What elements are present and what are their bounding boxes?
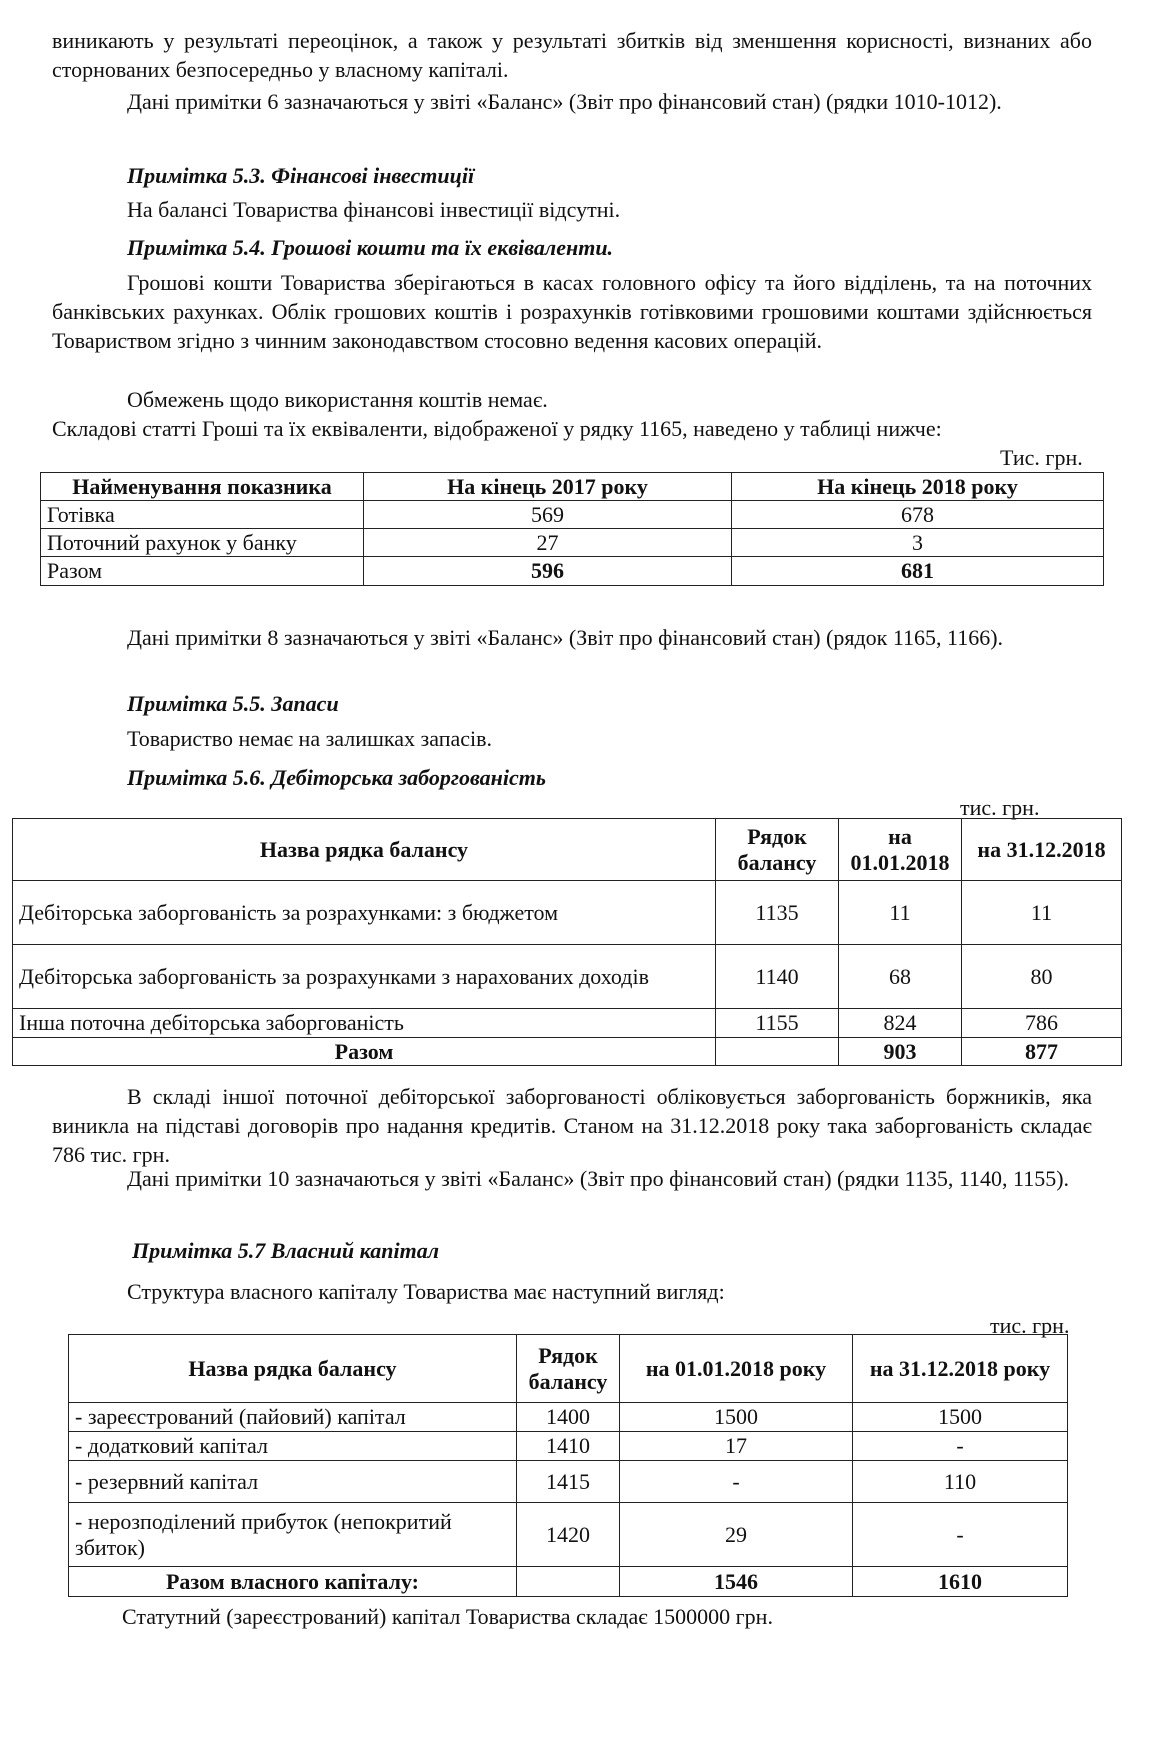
cash-total-2017: 596 [364, 557, 732, 586]
paragraph-note8: Дані примітки 8 зазначаються у звіті «Баланс» (Звіт про фінансовий стан) (рядок 1165, 1166). [127, 625, 1004, 650]
cash-row-value-2017: 569 [364, 501, 732, 529]
equity-total-label: Разом власного капіталу: [69, 1567, 517, 1597]
table-cash-unit: Тис. грн. [1000, 445, 1083, 470]
equity-row-label: - додатковий капітал [69, 1432, 517, 1461]
paragraph-note10: Дані примітки 10 зазначаються у звіті «Баланс» (Звіт про фінансовий стан) (рядки 1135, 1140, 1155). [127, 1166, 1070, 1191]
equity-row-end: 110 [853, 1461, 1068, 1503]
cash-table-header: На кінець 2018 року [732, 473, 1104, 501]
receivables-row-code: 1140 [716, 945, 839, 1009]
equity-row-start: 29 [620, 1503, 853, 1567]
table-row [13, 945, 1122, 1009]
table-row [41, 557, 1104, 586]
equity-row-label: - нерозподілений прибуток (непокритий збиток) [69, 1503, 517, 1567]
heading-note-5-3: Примітка 5.3. Фінансові інвестиції [127, 163, 475, 188]
cash-table [40, 472, 1104, 586]
table-row [69, 1432, 1068, 1461]
receivables-total-end: 877 [962, 1038, 1122, 1066]
table-row [69, 1503, 1068, 1567]
equity-table-header: Рядок балансу [517, 1335, 620, 1403]
receivables-row-code: 1135 [716, 881, 839, 945]
table-row [13, 1009, 1122, 1038]
receivables-row-end: 11 [962, 881, 1122, 945]
receivables-row-start: 11 [839, 881, 962, 945]
cash-row-label: Готівка [41, 501, 364, 529]
receivables-row-end: 80 [962, 945, 1122, 1009]
equity-row-end: - [853, 1503, 1068, 1567]
receivables-row-label: Дебіторська заборгованість за розрахунками: з бюджетом [13, 881, 716, 945]
equity-row-end: 1500 [853, 1403, 1068, 1432]
equity-row-label: - резервний капітал [69, 1461, 517, 1503]
equity-total-code [517, 1567, 620, 1597]
table-receivables-unit: тис. грн. [960, 795, 1040, 820]
receivables-table-header: Назва рядка балансу [13, 819, 716, 881]
paragraph-note6: Дані примітки 6 зазначаються у звіті «Баланс» (Звіт про фінансовий стан) (рядки 1010-1012). [127, 89, 1002, 114]
receivables-table-header: на 31.12.2018 [962, 819, 1122, 881]
equity-row-start: 17 [620, 1432, 853, 1461]
equity-row-code: 1400 [517, 1403, 620, 1432]
receivables-total-code [716, 1038, 839, 1066]
cash-row-label: Поточний рахунок у банку [41, 529, 364, 557]
cash-row-value-2018: 3 [732, 529, 1104, 557]
paragraph-financial-investments: На балансі Товариства фінансові інвестиції відсутні. [127, 197, 621, 222]
equity-row-end: - [853, 1432, 1068, 1461]
table-row [69, 1403, 1068, 1432]
cash-row-value-2018: 678 [732, 501, 1104, 529]
equity-total-end: 1610 [853, 1567, 1068, 1597]
equity-row-label: - зареєстрований (пайовий) капітал [69, 1403, 517, 1432]
receivables-row-end: 786 [962, 1009, 1122, 1038]
equity-total-start: 1546 [620, 1567, 853, 1597]
receivables-row-start: 68 [839, 945, 962, 1009]
equity-row-start: 1500 [620, 1403, 853, 1432]
table-row [13, 1038, 1122, 1066]
receivables-row-label: Дебіторська заборгованість за розрахунками з нарахованих доходів [13, 945, 716, 1009]
table-row [69, 1461, 1068, 1503]
receivables-total-start: 903 [839, 1038, 962, 1066]
receivables-row-code: 1155 [716, 1009, 839, 1038]
table-row [13, 881, 1122, 945]
equity-row-code: 1410 [517, 1432, 620, 1461]
receivables-table [12, 818, 1122, 1066]
paragraph-authorized-capital: Статутний (зареєстрований) капітал Товариства складає 1500000 грн. [122, 1604, 773, 1629]
receivables-row-start: 824 [839, 1009, 962, 1038]
table-row [69, 1567, 1068, 1597]
equity-row-start: - [620, 1461, 853, 1503]
receivables-table-header: на 01.01.2018 [839, 819, 962, 881]
paragraph-revaluation: виникають у результаті переоцінок, а також у результаті збитків від зменшення корисності, визнаних або сторнованих безпосередньо у власному капіталі. [52, 28, 1092, 82]
table-row [41, 501, 1104, 529]
paragraph-cash-components: Складові статті Гроші та їх еквіваленти, відображеної у рядку 1165, наведено у таблиці нижче: [52, 416, 942, 441]
paragraph-inventory: Товариство немає на залишках запасів. [127, 726, 493, 751]
equity-table [68, 1334, 1068, 1597]
paragraph-no-restrictions: Обмежень щодо використання коштів немає. [127, 387, 548, 412]
heading-note-5-7: Примітка 5.7 Власний капітал [132, 1238, 440, 1263]
paragraph-cash: Грошові кошти Товариства зберігаються в касах головного офісу та його відділень, та на поточних банківських рахунках. Облік грошових коштів і розрахунків готівковими грошовими коштами здійснюється Товариством згідно з чинним законодавством стосовно ведення касових операцій. [52, 270, 1092, 353]
receivables-total-label: Разом [13, 1038, 716, 1066]
cash-total-2018: 681 [732, 557, 1104, 586]
table-row [41, 529, 1104, 557]
cash-table-header: На кінець 2017 року [364, 473, 732, 501]
cash-table-header: Найменування показника [41, 473, 364, 501]
paragraph-equity-structure: Структура власного капіталу Товариства має наступний вигляд: [127, 1279, 725, 1304]
cash-total-label: Разом [41, 557, 364, 586]
receivables-row-label: Інша поточна дебіторська заборгованість [13, 1009, 716, 1038]
receivables-table-header: Рядок балансу [716, 819, 839, 881]
paragraph-other-receivables: В складі іншої поточної дебіторської заборгованості обліковується заборгованість боржників, яка виникла на підставі договорів про надання кредитів. Станом на 31.12.2018 року така заборгованість складає 786 тис. грн. [52, 1084, 1092, 1167]
heading-note-5-6: Примітка 5.6. Дебіторська заборгованість [127, 765, 546, 790]
heading-note-5-5: Примітка 5.5. Запаси [127, 691, 339, 716]
equity-table-header: Назва рядка балансу [69, 1335, 517, 1403]
table-equity-unit: тис. грн. [990, 1313, 1070, 1338]
equity-row-code: 1420 [517, 1503, 620, 1567]
equity-table-header: на 31.12.2018 року [853, 1335, 1068, 1403]
equity-row-code: 1415 [517, 1461, 620, 1503]
heading-note-5-4: Примітка 5.4. Грошові кошти та їх еквіваленти. [127, 235, 614, 260]
cash-row-value-2017: 27 [364, 529, 732, 557]
equity-table-header: на 01.01.2018 року [620, 1335, 853, 1403]
